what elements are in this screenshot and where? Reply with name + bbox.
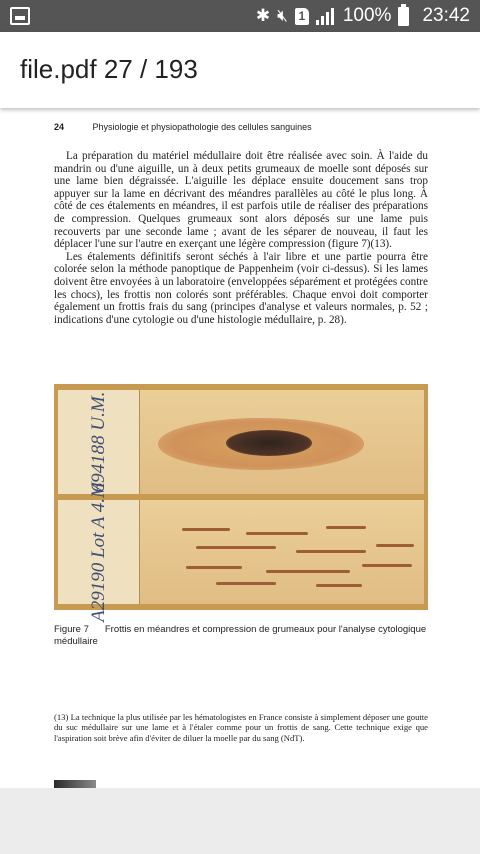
status-bar (0, 0, 480, 32)
slide-label (58, 482, 140, 622)
page-number: 24 (54, 122, 65, 132)
running-title: Physiologie et physiopathologie des cellules sanguines (92, 122, 312, 132)
slide-code: A29190 Lot A 4.M (88, 482, 109, 622)
caption-text: Frottis en méandres et compression de grumeaux pour l'analyse cytologique médullaire (54, 624, 427, 647)
caption-label: Figure 7 (54, 624, 89, 635)
microscope-slide (58, 482, 424, 622)
battery-icon (398, 7, 409, 26)
pdf-page[interactable] (0, 108, 480, 788)
app-bar (0, 32, 480, 108)
footnote: (13) La technique la plus utilisée par les hématologistes en France consiste à simplement déposer une goutte du suc médullaire sur une lame et à l'étaler comme pour un frottis de sang. Cette technique exige que l'aspiration soit brève afin d'éviter de diluer la moelle par du sang (NdT). (54, 712, 428, 743)
status-icons (256, 0, 470, 32)
sim-label: 1 (295, 8, 309, 25)
microscope-slide (58, 390, 424, 494)
paragraph: La préparation du matériel médullaire doit être réalisée avec soin. À l'aide du mandrin ou d'une aiguille, un à deux petits grumeaux de moelle sont déposés sur une lame bien dégraissée. L'aiguille les déplace ensuite doucement sans trop appuyer sur la lame en décrivant des méandres parallèles au côté le plus long. À côté de ces étalements en méandres, il est parfois utile de réaliser des préparations de compression. Quelques grumeaux sont alors déposés sur une lame puis recouverts par une seconde lame ; avant de les séparer de nouveau, il faut les déplacer l'une sur l'autre en exerçant une légère compression (figure 7)(13). (54, 150, 428, 251)
battery-percent: 100% (342, 5, 392, 26)
signal-icon (316, 0, 336, 32)
slide-label (58, 390, 140, 494)
document-title: file.pdf 27 / 193 (20, 54, 198, 84)
body-text (54, 150, 428, 326)
running-head (54, 122, 312, 132)
paragraph: Les étalements définitifs seront séchés à l'air libre et une partie pourra être colorée selon la méthode panoptique de Pappenheim (voir ci-dessus). Si les lames doivent être envoyées à un laboratoire (enveloppées séparément et protégées contre les chocs), les frottis non colorés sont préférables. Chaque envoi doit comporter également un frottis frais du sang (principes d'analyse et valeurs normales, p. 52 ; indications d'une cytologie ou d'une histologie médullaire, p. 28). (54, 250, 428, 326)
bluetooth-icon: ✱ (255, 6, 271, 25)
meander-smear (176, 520, 420, 590)
marrow-particle (226, 430, 312, 456)
figure-caption (54, 624, 428, 648)
next-page-fragment (54, 780, 96, 788)
slide-code: 694188 U.M. (88, 391, 109, 493)
clock: 23:42 (422, 5, 470, 26)
sim-icon (295, 0, 309, 32)
mute-icon: 🔇︎ (277, 6, 288, 25)
gallery-icon (10, 7, 30, 25)
figure-photo (54, 384, 428, 622)
